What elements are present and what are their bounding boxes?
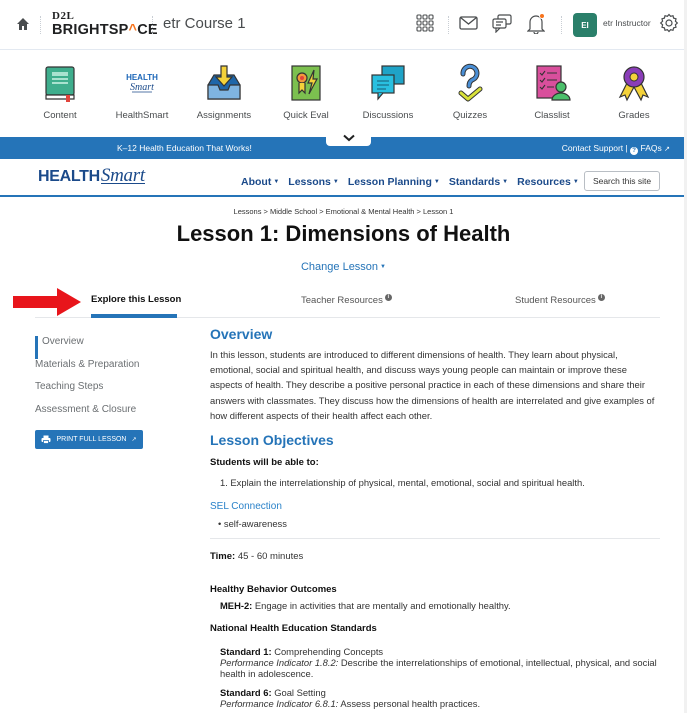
d2l-minibar <box>0 0 687 50</box>
contact-support-link[interactable]: Contact Support | <box>561 143 628 153</box>
course-navbar <box>0 51 687 137</box>
nav-item-assignments[interactable]: Assignments <box>184 63 264 121</box>
site-menu <box>241 176 579 188</box>
side-item-overview[interactable]: Overview <box>35 336 195 359</box>
side-item-teaching-steps[interactable]: Teaching Steps <box>35 381 104 392</box>
user-name[interactable]: etr Instructor <box>603 18 651 28</box>
nav-item-classlist[interactable]: Classlist <box>512 63 592 121</box>
objectives-subheading: Students will be able to: <box>210 457 319 468</box>
nav-item-grades[interactable]: Grades <box>594 63 674 121</box>
caret-down-icon: ▼ <box>502 179 509 185</box>
lesson-side-menu <box>35 336 195 426</box>
tab-student-resources[interactable]: Student Resources i <box>515 294 605 306</box>
bell-icon[interactable] <box>527 14 549 34</box>
standard-item: Standard 1: Comprehending Concepts Performance Indicator 1.8.2: Describe the interrelationships of emotional, intellectual, physical, and social health in adolescence. <box>220 646 657 679</box>
standard-item: Standard 6: Goal Setting Performance Indicator 6.8.1: Assess personal health practices. <box>220 687 481 709</box>
separator <box>152 16 153 34</box>
caret-down-icon: ▼ <box>332 179 339 185</box>
healthsmart-logo-icon <box>122 63 162 103</box>
notification-dot <box>539 13 545 19</box>
menu-lesson-planning[interactable]: Lesson Planning ▼ <box>347 176 440 188</box>
sel-item: • self-awareness <box>218 518 287 529</box>
site-header <box>0 159 687 197</box>
lesson-content <box>210 326 660 709</box>
menu-resources[interactable]: Resources ▼ <box>517 176 579 188</box>
checklist-person-icon <box>532 63 572 103</box>
sel-connection-heading: SEL Connection <box>210 501 282 512</box>
tagline: K–12 Health Education That Works! <box>117 143 252 153</box>
divider <box>210 538 660 539</box>
caret-down-icon: ▼ <box>380 264 386 270</box>
inbox-download-icon <box>204 63 244 103</box>
info-icon: i <box>385 294 392 301</box>
overview-heading: Overview <box>210 326 273 342</box>
nav-item-quizzes[interactable]: Quizzes <box>430 63 510 121</box>
info-icon: i <box>598 294 605 301</box>
hbo-heading: Healthy Behavior Outcomes <box>210 584 337 595</box>
caret-down-icon: ▼ <box>572 179 579 185</box>
separator <box>40 16 41 34</box>
course-title[interactable]: etr Course 1 <box>163 15 246 32</box>
speech-bubbles-icon <box>368 63 408 103</box>
breadcrumb[interactable]: Lessons > Middle School > Emotional & Mental Health > Lesson 1 <box>233 207 454 216</box>
nav-item-content[interactable]: Content <box>20 63 100 121</box>
side-item-materials[interactable]: Materials & Preparation <box>35 358 140 370</box>
brightspace-logo[interactable]: D2L BRIGHTSP^CE <box>52 10 158 38</box>
info-icon: ? <box>630 147 638 155</box>
side-item-assessment[interactable]: Assessment & Closure <box>35 403 137 415</box>
healthsmart-logo[interactable]: HEALTHSmart <box>38 165 145 186</box>
nhes-heading: National Health Education Standards <box>210 623 377 634</box>
home-icon[interactable] <box>16 17 30 31</box>
svg-text:Smart: Smart <box>130 82 154 93</box>
separator <box>561 16 562 34</box>
print-full-lesson-button[interactable]: PRINT FULL LESSON ↗ <box>35 430 143 449</box>
menu-standards[interactable]: Standards ▼ <box>448 176 509 188</box>
tab-explore-this-lesson[interactable]: Explore this Lesson <box>91 294 182 305</box>
chevron-down-icon <box>343 134 355 142</box>
gear-icon[interactable] <box>659 13 681 33</box>
tab-teacher-resources[interactable]: Teacher Resources i <box>301 294 392 306</box>
waffle-icon[interactable] <box>416 14 438 34</box>
mail-icon[interactable] <box>459 16 481 36</box>
external-link-icon: ↗ <box>664 146 670 153</box>
ribbon-badge-icon <box>614 63 654 103</box>
question-check-icon <box>450 63 490 103</box>
objective-item: 1. Explain the interrelationship of physical, mental, emotional, social and spiritual health. <box>220 477 585 488</box>
nav-item-healthsmart[interactable]: HEALTH Smart HealthSmart <box>102 63 182 121</box>
printer-icon <box>41 435 51 444</box>
overview-text: In this lesson, students are introduced to different dimensions of health. They learn about physical, emotional, social and spiritual health, and discuss ways young people can maintain or improve these aspects of health. They describe a positive personal practice in each of these dimensions and share their answers with classmates. They discuss how the dimensions of health are interrelated and give examples of how different aspects of their health affect each other. <box>210 349 655 421</box>
active-tab-indicator <box>91 314 177 318</box>
navbar-collapse-toggle[interactable] <box>326 130 371 146</box>
objectives-heading: Lesson Objectives <box>210 432 334 448</box>
faqs-link[interactable]: FAQs <box>640 143 662 153</box>
svg-text:HEALTH: HEALTH <box>126 73 158 82</box>
lesson-tabs <box>35 287 660 318</box>
avatar[interactable]: EI <box>573 13 597 37</box>
nav-item-discussions[interactable]: Discussions <box>348 63 428 121</box>
book-icon <box>40 63 80 103</box>
page-title: Lesson 1: Dimensions of Health <box>176 221 511 246</box>
chat-icon[interactable] <box>492 14 514 34</box>
search-button[interactable]: Search this site <box>584 171 660 191</box>
separator <box>448 16 449 34</box>
menu-lessons[interactable]: Lessons ▼ <box>288 176 339 188</box>
award-lightning-icon <box>286 63 326 103</box>
caret-down-icon: ▼ <box>433 179 440 185</box>
caret-down-icon: ▼ <box>273 179 280 185</box>
nav-item-quick-eval[interactable]: Quick Eval <box>266 63 346 121</box>
change-lesson-dropdown[interactable]: Change Lesson ▼ <box>300 261 386 273</box>
external-link-icon: ↗ <box>131 437 137 443</box>
hbo-item: MEH-2: Engage in activities that are mentally and emotionally healthy. <box>220 600 511 611</box>
menu-about[interactable]: About ▼ <box>241 176 280 188</box>
lesson-time: Time: 45 - 60 minutes <box>210 551 304 562</box>
